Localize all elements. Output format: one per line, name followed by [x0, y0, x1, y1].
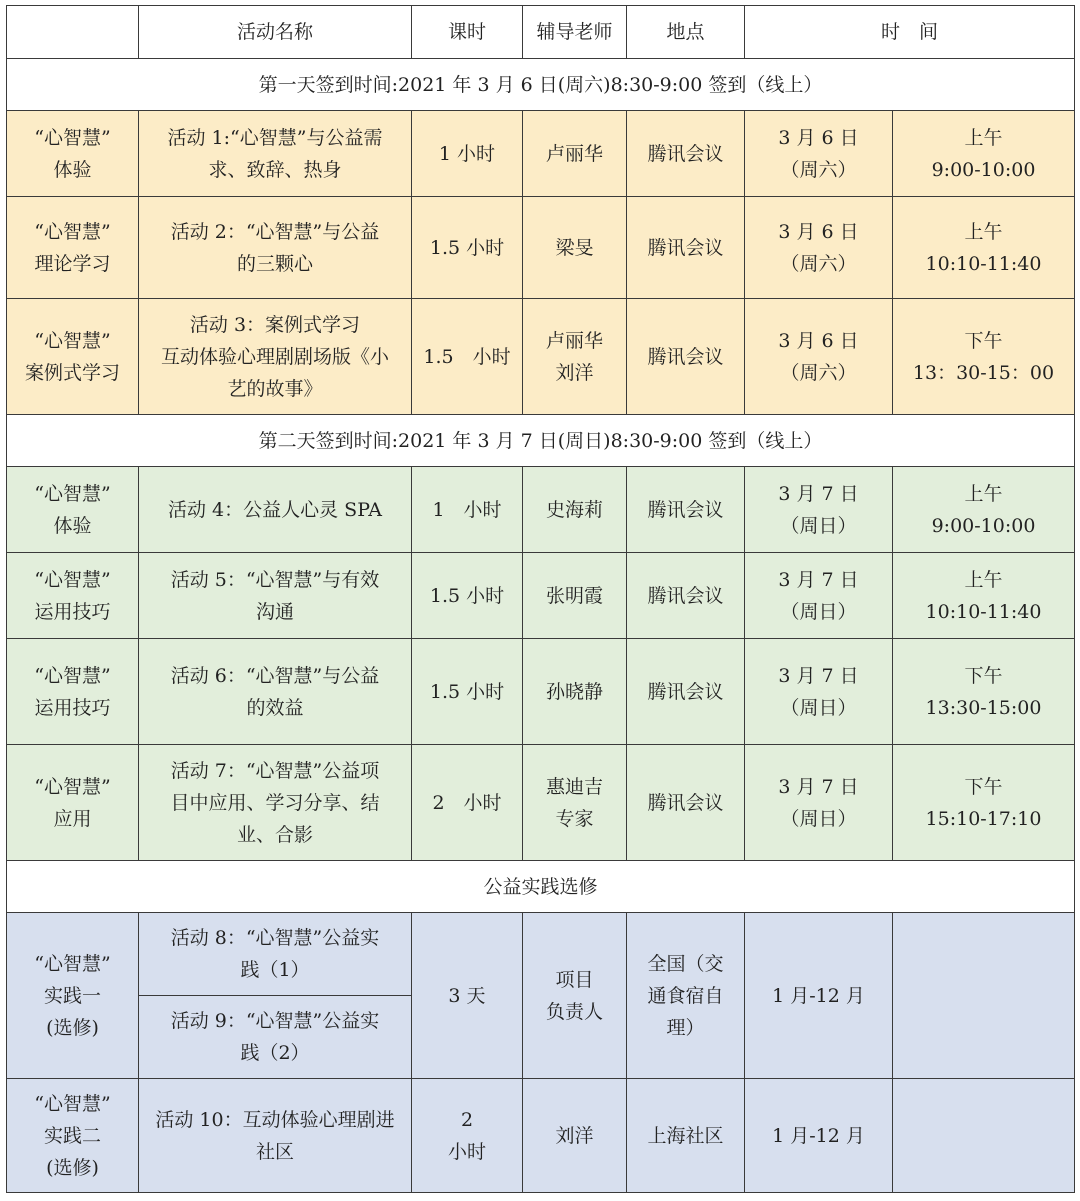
date-cell: 3 月 6 日 （周六） [745, 299, 893, 415]
time-cell: 下午 15:10-17:10 [893, 745, 1075, 861]
date-cell: 3 月 7 日 （周日） [745, 467, 893, 553]
category-cell: “心智慧” 运用技巧 [7, 553, 139, 639]
activity-cell: 活动 10：互动体验心理剧进 社区 [139, 1079, 412, 1193]
table-row [7, 913, 1075, 996]
practice-title-row [7, 861, 1075, 913]
teacher-cell: 史海莉 [523, 467, 627, 553]
time-cell [893, 913, 1075, 1079]
time-cell: 上午 10:10-11:40 [893, 197, 1075, 299]
location-cell: 腾讯会议 [627, 111, 745, 197]
category-cell: “心智慧” 实践二 (选修) [7, 1079, 139, 1193]
activity-cell: 活动 5：“心智慧”与有效 沟通 [139, 553, 412, 639]
category-cell: “心智慧” 运用技巧 [7, 639, 139, 745]
hours-cell: 2 小时 [412, 745, 523, 861]
category-cell: “心智慧” 体验 [7, 111, 139, 197]
hours-cell: 1.5 小时 [412, 639, 523, 745]
activity-cell: 活动 7：“心智慧”公益项 目中应用、学习分享、结 业、合影 [139, 745, 412, 861]
time-cell: 上午 10:10-11:40 [893, 553, 1075, 639]
header-blank [7, 6, 139, 59]
header-teacher: 辅导老师 [523, 6, 627, 59]
teacher-cell: 项目 负责人 [523, 913, 627, 1079]
table-row [7, 299, 1075, 415]
category-cell: “心智慧” 案例式学习 [7, 299, 139, 415]
hours-cell: 1.5 小时 [412, 197, 523, 299]
teacher-cell: 惠迪吉 专家 [523, 745, 627, 861]
activity-cell: 活动 1:“心智慧”与公益需 求、致辞、热身 [139, 111, 412, 197]
table-row [7, 197, 1075, 299]
date-cell: 1 月-12 月 [745, 1079, 893, 1193]
date-cell: 3 月 7 日 （周日） [745, 639, 893, 745]
location-cell: 全国（交 通食宿自 理） [627, 913, 745, 1079]
activity-cell: 活动 9：“心智慧”公益实 践（2） [139, 996, 412, 1079]
table-row [7, 745, 1075, 861]
time-cell [893, 1079, 1075, 1193]
location-cell: 腾讯会议 [627, 467, 745, 553]
schedule-table [6, 5, 1075, 1193]
activity-cell: 活动 3：案例式学习 互动体验心理剧剧场版《小 艺的故事》 [139, 299, 412, 415]
day1-checkin: 第一天签到时间:2021 年 3 月 6 日(周六)8:30-9:00 签到（线上） [7, 59, 1075, 111]
hours-cell: 1 小时 [412, 467, 523, 553]
teacher-cell: 孙晓静 [523, 639, 627, 745]
table-row [7, 1079, 1075, 1193]
header-time: 时 间 [745, 6, 1075, 59]
location-cell: 腾讯会议 [627, 197, 745, 299]
activity-cell: 活动 2：“心智慧”与公益 的三颗心 [139, 197, 412, 299]
date-cell: 3 月 6 日 （周六） [745, 111, 893, 197]
header-row [7, 6, 1075, 59]
date-cell: 3 月 7 日 （周日） [745, 745, 893, 861]
time-cell: 下午 13：30-15：00 [893, 299, 1075, 415]
teacher-cell: 梁旻 [523, 197, 627, 299]
location-cell: 腾讯会议 [627, 639, 745, 745]
activity-cell: 活动 8：“心智慧”公益实 践（1） [139, 913, 412, 996]
activity-cell: 活动 4：公益人心灵 SPA [139, 467, 412, 553]
teacher-cell: 刘洋 [523, 1079, 627, 1193]
time-cell: 上午 9:00-10:00 [893, 467, 1075, 553]
date-cell: 1 月-12 月 [745, 913, 893, 1079]
location-cell: 腾讯会议 [627, 745, 745, 861]
header-location: 地点 [627, 6, 745, 59]
date-cell: 3 月 6 日 （周六） [745, 197, 893, 299]
table-row [7, 111, 1075, 197]
location-cell: 腾讯会议 [627, 299, 745, 415]
location-cell: 上海社区 [627, 1079, 745, 1193]
category-cell: “心智慧” 体验 [7, 467, 139, 553]
time-cell: 上午 9:00-10:00 [893, 111, 1075, 197]
header-activity: 活动名称 [139, 6, 412, 59]
hours-cell: 1 小时 [412, 111, 523, 197]
day1-checkin-row [7, 59, 1075, 111]
table-row [7, 553, 1075, 639]
hours-cell: 2 小时 [412, 1079, 523, 1193]
day2-checkin-row [7, 415, 1075, 467]
hours-cell: 1.5 小时 [412, 553, 523, 639]
date-cell: 3 月 7 日 （周日） [745, 553, 893, 639]
table-row [7, 467, 1075, 553]
teacher-cell: 张明霞 [523, 553, 627, 639]
hours-cell: 1.5 小时 [412, 299, 523, 415]
teacher-cell: 卢丽华 [523, 111, 627, 197]
category-cell: “心智慧” 应用 [7, 745, 139, 861]
header-hours: 课时 [412, 6, 523, 59]
hours-cell: 3 天 [412, 913, 523, 1079]
time-cell: 下午 13:30-15:00 [893, 639, 1075, 745]
practice-title: 公益实践选修 [7, 861, 1075, 913]
location-cell: 腾讯会议 [627, 553, 745, 639]
table-row [7, 639, 1075, 745]
activity-cell: 活动 6：“心智慧”与公益 的效益 [139, 639, 412, 745]
category-cell: “心智慧” 理论学习 [7, 197, 139, 299]
teacher-cell: 卢丽华 刘洋 [523, 299, 627, 415]
category-cell: “心智慧” 实践一 (选修) [7, 913, 139, 1079]
day2-checkin: 第二天签到时间:2021 年 3 月 7 日(周日)8:30-9:00 签到（线上） [7, 415, 1075, 467]
